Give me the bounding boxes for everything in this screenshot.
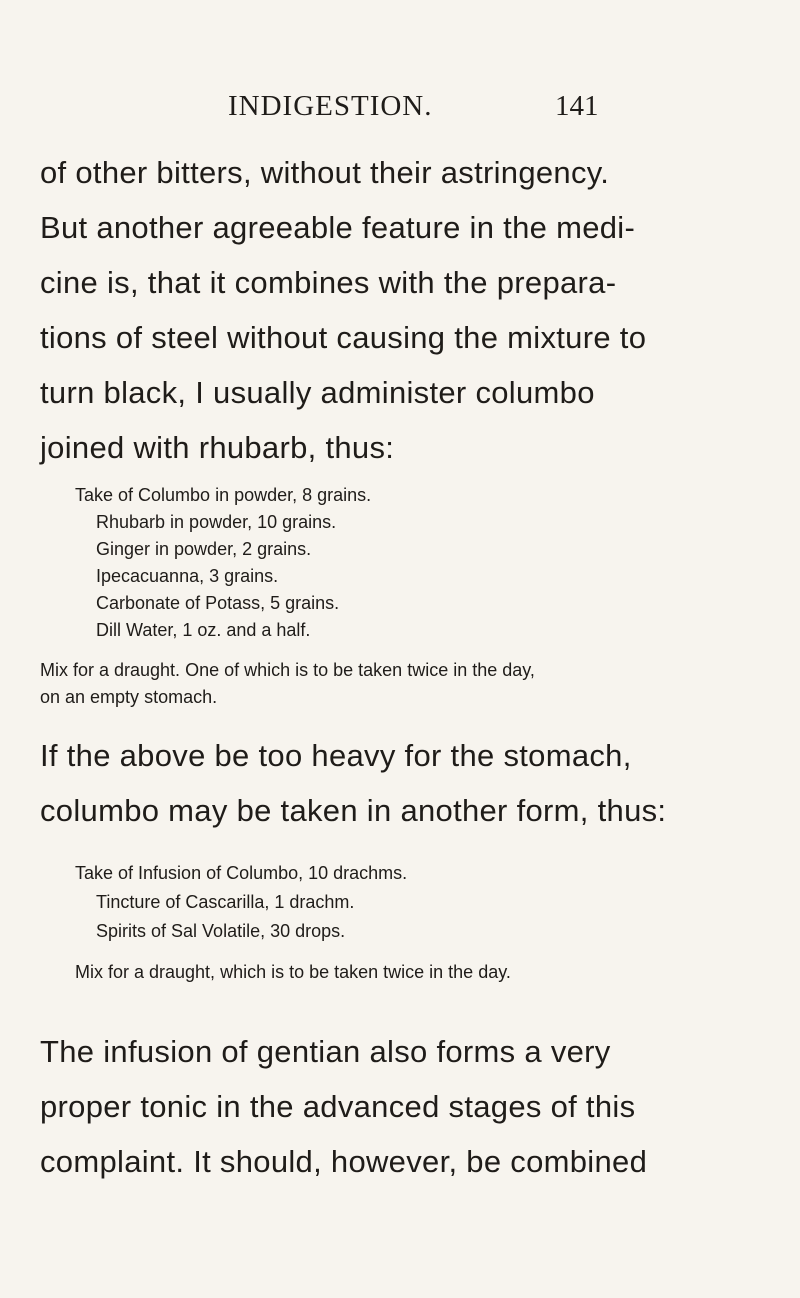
text-line: The infusion of gentian also forms a very [40, 1034, 611, 1069]
ingredient-line: Ipecacuanna, 3 grains. [96, 566, 279, 586]
page-number: 141 [555, 90, 599, 122]
ingredient-line: Ginger in powder, 2 grains. [96, 539, 312, 559]
mix-instruction: Mix for a draught, which is to be taken twice in the day. [75, 962, 511, 982]
text-line: cine is, that it combines with the prepara- [40, 265, 617, 300]
ingredient-line: Take of Infusion of Columbo, 10 drachms. [75, 863, 408, 883]
ingredient-line: Spirits of Sal Volatile, 30 drops. [96, 921, 346, 941]
text-line: proper tonic in the advanced stages of this [40, 1089, 636, 1124]
mix-instruction: on an empty stomach. [40, 687, 218, 707]
text-line: complaint. It should, however, be combined [40, 1144, 648, 1179]
text-line: columbo may be taken in another form, thus: [40, 793, 667, 828]
text-line: If the above be too heavy for the stomach, [40, 738, 632, 773]
ingredient-line: Carbonate of Potass, 5 grains. [96, 593, 340, 613]
ingredient-line: Tincture of Cascarilla, 1 drachm. [96, 892, 355, 912]
running-head [0, 90, 800, 130]
ingredient-line: Dill Water, 1 oz. and a half. [96, 620, 311, 640]
text-line: joined with rhubarb, thus: [40, 430, 395, 465]
text-line: of other bitters, without their astringency. [40, 155, 610, 190]
text-line: But another agreeable feature in the medi- [40, 210, 636, 245]
text-line: tions of steel without causing the mixture to [40, 320, 647, 355]
mix-instruction: Mix for a draught. One of which is to be taken twice in the day, [40, 660, 535, 680]
running-title: INDIGESTION. [228, 90, 433, 122]
text-line: turn black, I usually administer columbo [40, 375, 595, 410]
ingredient-line: Rhubarb in powder, 10 grains. [96, 512, 337, 532]
ingredient-line: Take of Columbo in powder, 8 grains. [75, 485, 372, 505]
